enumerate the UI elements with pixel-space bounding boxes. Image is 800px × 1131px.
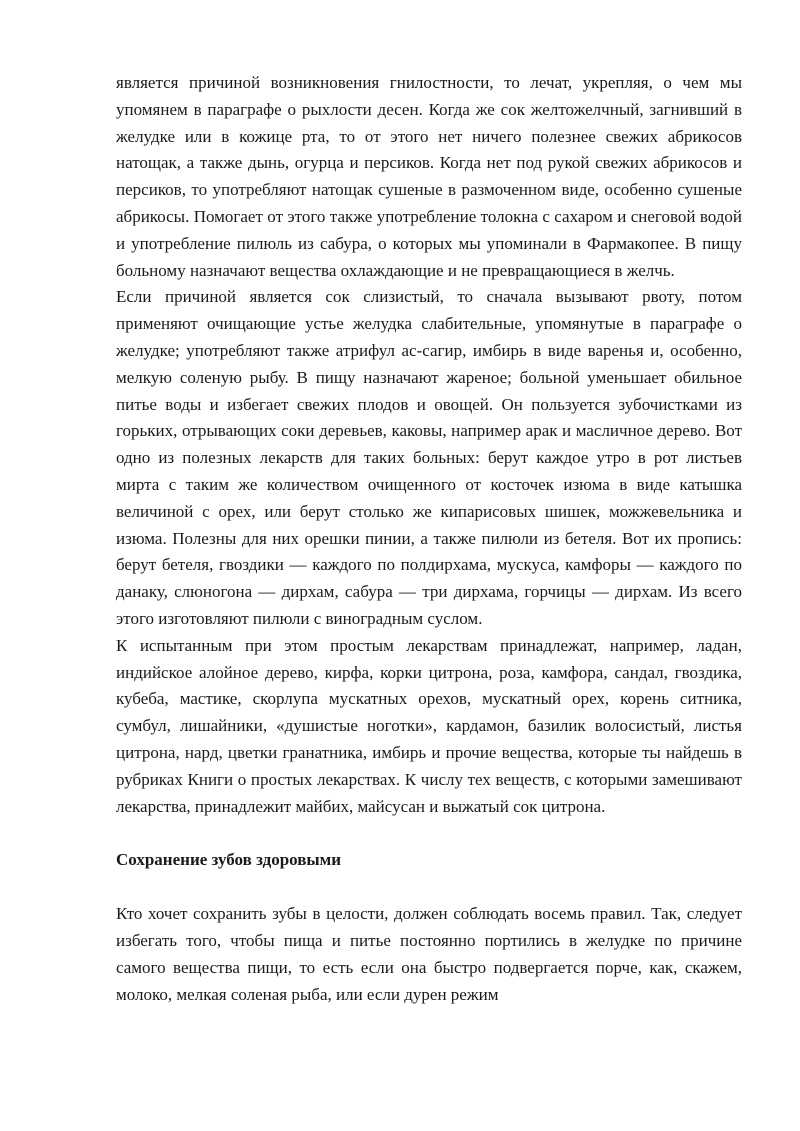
paragraph-3: К испытанным при этом простым лекарствам принадлежат, например, ладан, индийское алойное дерево, кирфа, корки цитрона, роза, камфора, сандал, гвоздика, кубеба, мастике, скорлупа мускатных орехов, мускатный орех, корень ситника, сумбул, лишайники, «душистые ноготки», кардамон, базилик волосистый, листья цитрона, нард, цветки гранатника, имбирь и прочие вещества, которые ты найдешь в рубриках Книги о простых лекарствах. К числу тех веществ, с которыми замешивают лекарства, принадлежит майбих, майсусан и выжатый сок цитрона. [116, 635, 742, 816]
section-heading: Сохранение зубов здоровыми [116, 850, 342, 870]
paragraph-1: является причиной возникновения гнилостности, то лечат, укрепляя, о чем мы упомянем в параграфе о рыхлости десен. Когда же сок желтожелчный, загнивший в желудке или в кожице рта, то от этого нет ничего полезнее свежих абрикосов натощак, а также дынь, огурца и персиков. Когда нет под рукой свежих абрикосов и персиков, то употребляют натощак сушеные в размоченном виде, особенно сушеные абрикосы. Помогает от этого также употребление толокна с сахаром и снеговой водой и употребление пилюль из сабура, о которых мы упоминали в Фармакопее. В пищу больному назначают вещества охлаждающие и не превращающиеся в желчь. [116, 73, 742, 280]
document-page [116, 70, 742, 1008]
paragraph-4: Кто хочет сохранить зубы в целости, должен соблюдать восемь правил. Так, следует избегать того, чтобы пища и питье постоянно портились в желудке по причине самого вещества пищи, то есть если она быстро подвергается порче, как, скажем, молоко, мелкая соленая рыба, или если дурен режим [116, 904, 742, 1004]
paragraph-2: Если причиной является сок слизистый, то сначала вызывают рвоту, потом применяют очищающие устье желудка слабительные, упомянутые в параграфе о желудке; употребляют также атрифул ас-сагир, имбирь в виде варенья и, особенно, мелкую соленую рыбу. В пищу назначают жареное; больной уменьшает обильное питье воды и избегает свежих плодов и овощей. Он пользуется зубочистками из горьких, отрывающих соки деревьев, каковы, например арак и масличное дерево. Вот одно из полезных лекарств для таких больных: берут каждое утро в рот листьев мирта с таким же количеством очищенного от косточек изюма в виде катышка величиной с орех, или берут столько же кипарисовых шишек, можжевельника и изюма. Полезны для них орешки пинии, а также пилюли из бетеля. Вот их пропись: берут бетеля, гвоздики — каждого по полдирхама, мускуса, камфоры — каждого по данаку, слюногона — дирхам, сабура — три дирхама, горчицы — дирхам. Из всего этого изготовляют пилюли с виноградным суслом. [116, 287, 742, 628]
